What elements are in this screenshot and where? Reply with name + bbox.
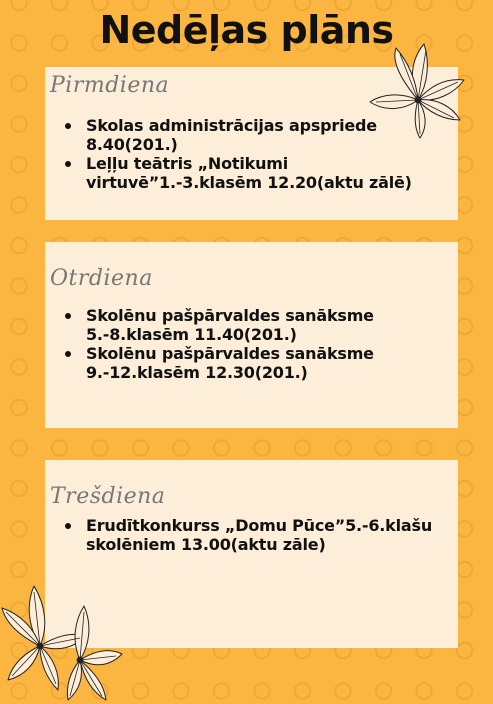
event-text: Skolēnu pašpārvaldes sanāksme 9.-12.klasēm 12.30(201.) (86, 344, 374, 382)
event-item (86, 516, 458, 554)
day-heading: Trešdiena (50, 484, 166, 509)
event-text: Skolēnu pašpārvaldes sanāksme 5.-8.klasēm 11.40(201.) (86, 306, 374, 344)
lily-flower-icon (368, 40, 466, 140)
lily-flower-icon (0, 576, 124, 704)
event-item (86, 306, 458, 344)
event-item (86, 344, 458, 382)
event-item (86, 154, 458, 192)
event-text: Erudītkonkurss „Domu Pūce”5.-6.klašu skolēniem 13.00(aktu zāle) (86, 516, 433, 554)
event-text: Skolas administrācijas apspriede 8.40(201.) (86, 116, 377, 154)
event-text: Leļļu teātris „Notikumi virtuvē”1.-3.klasēm 12.20(aktu zālē) (86, 154, 412, 192)
bullet-icon (65, 351, 71, 357)
day-heading: Pirmdiena (50, 73, 170, 98)
event-list (45, 516, 458, 554)
day-heading: Otrdiena (50, 266, 153, 291)
day-card-tuesday (45, 242, 458, 428)
bullet-icon (65, 123, 71, 129)
bullet-icon (65, 313, 71, 319)
event-list (45, 306, 458, 382)
page-title: Nedēļas plāns (99, 8, 394, 52)
bullet-icon (65, 523, 71, 529)
bullet-icon (65, 161, 71, 167)
